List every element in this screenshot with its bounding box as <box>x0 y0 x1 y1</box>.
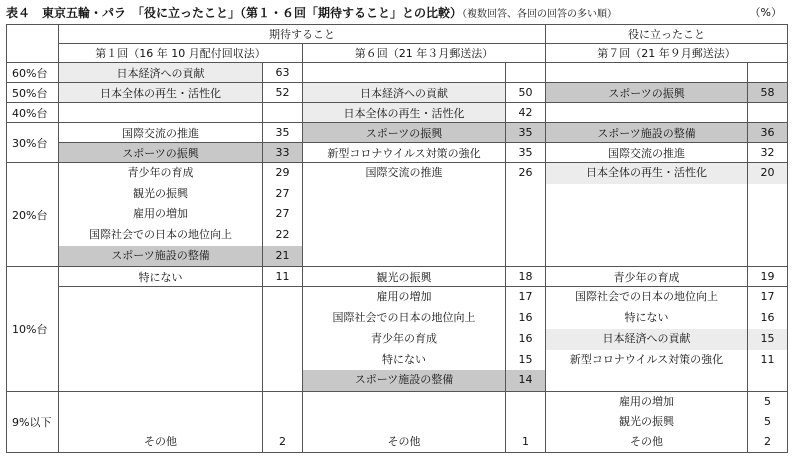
item-label: 観光の振興 <box>619 414 674 428</box>
item-label: スポーツ施設の整備 <box>546 123 748 143</box>
item-label: 日本全体の再生・活性化 <box>59 83 263 103</box>
band-9: 9%以下 <box>7 391 59 452</box>
header-survey-7: 第７回（21 年９月郵送法） <box>546 44 788 63</box>
item-value: 2 <box>279 434 286 448</box>
item-value: 35 <box>506 143 546 163</box>
item-value: 15 <box>748 329 787 350</box>
item-label: 国際交流の推進 <box>365 166 443 179</box>
item-label: その他 <box>387 434 421 448</box>
header-survey-6: 第６回（21 年３月郵送法） <box>303 44 546 63</box>
item-value-list <box>506 287 546 391</box>
item-label: 国際社会での日本の地位向上 <box>332 311 476 325</box>
item-label: 新型コロナウイルス対策の強化 <box>303 143 506 163</box>
unit-label: （%） <box>749 6 782 19</box>
empty-cell <box>59 287 263 391</box>
item-value: 2 <box>764 434 771 448</box>
empty-cell <box>546 103 748 123</box>
item-label: 日本経済への貢献 <box>546 329 747 350</box>
empty-cell <box>59 103 263 123</box>
item-label: 日本経済への貢献 <box>59 63 263 83</box>
item-value: 16 <box>518 311 533 325</box>
item-label: 青少年の育成 <box>371 331 437 345</box>
item-value: 5 <box>764 394 771 408</box>
item-value: 1 <box>522 434 529 448</box>
item-value: 22 <box>275 228 290 242</box>
item-value-list <box>506 391 546 452</box>
item-label: 国際社会での日本の地位向上 <box>575 290 718 304</box>
item-value-list <box>506 163 546 267</box>
empty-cell <box>303 63 506 83</box>
table-subtitle: （複数回答、各回の回答の多い順） <box>462 9 618 20</box>
item-value: 32 <box>748 143 788 163</box>
item-value: 26 <box>518 166 533 179</box>
item-label: その他 <box>630 434 663 448</box>
item-label: 青少年の育成 <box>546 267 748 287</box>
item-value: 36 <box>748 123 788 143</box>
item-value: 14 <box>506 370 545 391</box>
item-label: 観光の振興 <box>303 267 506 287</box>
item-label: 雇用の増加 <box>376 290 432 304</box>
item-label-list <box>59 163 263 267</box>
item-value: 11 <box>760 352 775 366</box>
item-value: 17 <box>518 290 533 304</box>
empty-cell <box>263 287 303 391</box>
band-30: 30%台 <box>7 123 59 163</box>
item-label: スポーツの振興 <box>59 143 263 163</box>
item-value: 58 <box>748 83 788 103</box>
item-label: 国際交流の推進 <box>59 123 263 143</box>
item-value: 52 <box>263 83 303 103</box>
item-value: 16 <box>760 311 775 325</box>
header-survey-1: 第１回（16 年 10 月配付回収法） <box>59 44 303 63</box>
item-label: スポーツの振興 <box>303 123 506 143</box>
item-label-list <box>303 391 506 452</box>
item-label: 特にない <box>382 352 426 366</box>
item-value: 33 <box>263 143 303 163</box>
band-60: 60%台 <box>7 63 59 83</box>
item-label-list <box>303 287 506 391</box>
band-20: 20%台 <box>7 163 59 267</box>
comparison-table <box>6 24 788 453</box>
item-label-list <box>546 163 748 267</box>
item-value: 35 <box>263 123 303 143</box>
band-10: 10%台 <box>7 267 59 391</box>
item-value: 35 <box>506 123 546 143</box>
item-value-list <box>263 391 303 452</box>
item-value: 42 <box>506 103 546 123</box>
item-value-list <box>748 287 788 391</box>
empty-cell <box>546 63 748 83</box>
band-50: 50%台 <box>7 83 59 103</box>
empty-cell <box>506 63 546 83</box>
item-label: 国際社会での日本の地位向上 <box>89 228 232 242</box>
item-label: スポーツの振興 <box>546 83 748 103</box>
empty-cell <box>263 103 303 123</box>
item-label: 国際交流の推進 <box>546 143 748 163</box>
item-value: 17 <box>760 290 775 304</box>
item-value: 20 <box>748 163 787 184</box>
item-value: 27 <box>275 186 290 200</box>
item-label-list <box>546 287 748 391</box>
item-label: 青少年の育成 <box>127 166 194 179</box>
item-label-list <box>546 391 748 452</box>
item-value: 27 <box>275 207 290 221</box>
item-label-list <box>59 391 263 452</box>
item-value: 16 <box>518 331 533 345</box>
item-value: 18 <box>506 267 546 287</box>
item-label: 日本経済への貢献 <box>303 83 506 103</box>
item-label: スポーツ施設の整備 <box>59 246 262 267</box>
item-label-list <box>303 163 506 267</box>
empty-cell <box>748 63 788 83</box>
item-label: その他 <box>144 434 177 448</box>
item-label: 日本全体の再生・活性化 <box>303 103 506 123</box>
item-label: 雇用の増加 <box>133 207 188 221</box>
corner-cell <box>7 25 59 63</box>
item-value-list <box>263 163 303 267</box>
item-label: 新型コロナウイルス対策の強化 <box>569 352 724 366</box>
header-useful: 役に立ったこと <box>546 25 788 44</box>
empty-cell <box>748 103 788 123</box>
table-title: 表４ 東京五輪・パラ 「役に立ったこと」（第１・６回「期待すること」との比較）（複数回答、各回の回答の多い順） <box>6 6 618 20</box>
item-label: 日本全体の再生・活性化 <box>546 163 747 184</box>
item-value: 19 <box>748 267 788 287</box>
item-label: スポーツ施設の整備 <box>303 370 505 391</box>
item-label: 特にない <box>624 311 669 325</box>
header-expectation: 期待すること <box>59 25 546 44</box>
item-value: 5 <box>764 414 771 428</box>
item-value: 11 <box>263 267 303 287</box>
item-value-list <box>748 163 788 267</box>
item-label: 特にない <box>59 267 263 287</box>
item-label: 観光の振興 <box>133 186 188 200</box>
band-40: 40%台 <box>7 103 59 123</box>
item-value: 63 <box>263 63 303 83</box>
item-value: 50 <box>506 83 546 103</box>
item-value: 21 <box>263 246 302 267</box>
item-value: 15 <box>518 352 533 366</box>
item-value: 29 <box>275 166 290 179</box>
item-label: 雇用の増加 <box>619 394 674 408</box>
item-value-list <box>748 391 788 452</box>
